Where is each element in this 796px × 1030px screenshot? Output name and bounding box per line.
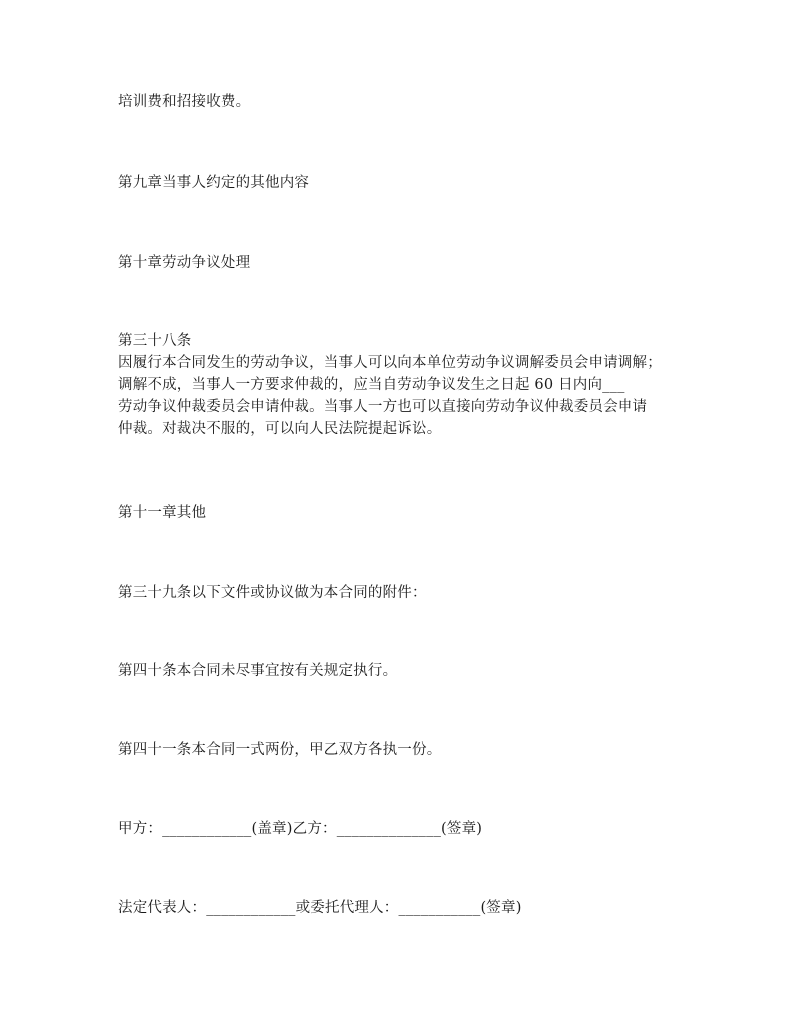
text-training-fee: 培训费和招接收费。	[118, 94, 251, 110]
signature-parties: 甲方：____________(盖章)乙方：______________(签章)	[118, 821, 483, 837]
article-39: 第三十九条以下文件或协议做为本合同的附件：	[118, 585, 427, 601]
signature-representatives: 法定代表人：____________或委托代理人：___________(签章)	[118, 900, 522, 916]
article-41: 第四十一条本合同一式两份，甲乙双方各执一份。	[118, 742, 442, 758]
article-38-line-2: 调解不成，当事人一方要求仲裁的，应当自劳动争议发生之日起 60 日内向___	[118, 377, 625, 393]
article-38-line-3: 劳动争议仲裁委员会申请仲裁。当事人一方也可以直接向劳动争议仲裁委员会申请	[118, 399, 648, 415]
chapter-10-heading: 第十章劳动争议处理	[118, 255, 251, 271]
article-38-line-1: 因履行本合同发生的劳动争议，当事人可以向本单位劳动争议调解委员会申请调解；	[118, 355, 662, 371]
article-38-line-4: 仲裁。对裁决不服的，可以向人民法院提起诉讼。	[118, 421, 442, 437]
article-38	[118, 330, 698, 440]
article-40: 第四十条本合同未尽事宜按有关规定执行。	[118, 663, 398, 679]
chapter-9-heading: 第九章当事人约定的其他内容	[118, 175, 310, 191]
chapter-11-heading: 第十一章其他	[118, 505, 207, 521]
article-38-title: 第三十八条	[118, 333, 192, 349]
